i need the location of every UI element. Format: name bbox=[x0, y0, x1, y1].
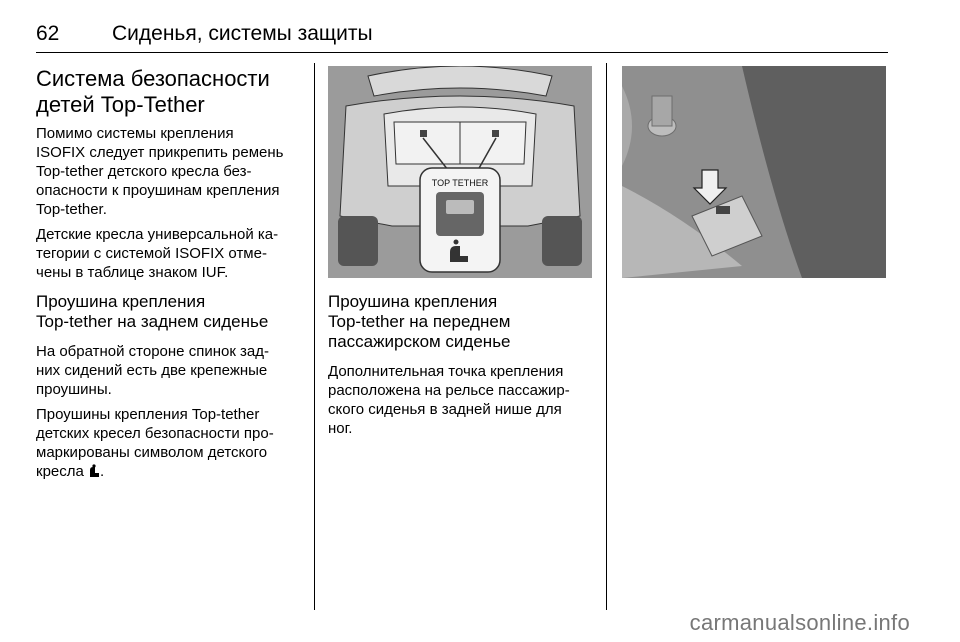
left-column bbox=[36, 66, 304, 487]
top-tether-label: TOP TETHER bbox=[431, 178, 489, 188]
section-title: Сиденья, системы защиты bbox=[112, 22, 373, 45]
front-paragraph: Дополнительная точка крепления расположена на рельсе пассажир- ского сиденья в задней нише для ног. bbox=[328, 363, 570, 437]
column-divider bbox=[314, 63, 315, 610]
car-rear-illustration bbox=[328, 66, 592, 278]
front-seat-anchor-figure bbox=[622, 66, 886, 278]
seat-rail-illustration bbox=[622, 66, 886, 278]
subheading-front-seat: Проушина крепления Top-tether на переднем пассажирском сиденье bbox=[328, 292, 511, 351]
subheading-rear-seat: Проушина крепления Top-tether на заднем сиденье bbox=[36, 292, 269, 331]
page-number: 62 bbox=[36, 22, 60, 45]
main-heading: Система безопасности детей Top-Tether bbox=[36, 66, 270, 117]
middle-column bbox=[328, 292, 596, 444]
watermark: carmanualsonline.info bbox=[689, 610, 910, 635]
column-divider bbox=[606, 63, 607, 610]
iuf-paragraph: Детские кресла универсальной ка- тегории с системой ISOFIX отме- чены в таблице знаком IUF. bbox=[36, 226, 279, 281]
intro-paragraph: Помимо системы крепления ISOFIX следует прикрепить ремень Top-tether детского кресла без- опасности к проушинам крепления Top-tether. bbox=[36, 125, 284, 218]
rear-seat-anchor-figure bbox=[328, 66, 592, 278]
page-header bbox=[36, 22, 886, 50]
rear-paragraph: На обратной стороне спинок зад- них сидений есть две крепежные проушины. bbox=[36, 343, 270, 398]
child-seat-icon bbox=[88, 464, 100, 478]
marking-paragraph: Проушины крепления Top-tether детских кресел безопасности про- маркированы символом детского кресла . bbox=[36, 406, 274, 480]
header-rule bbox=[36, 52, 888, 53]
